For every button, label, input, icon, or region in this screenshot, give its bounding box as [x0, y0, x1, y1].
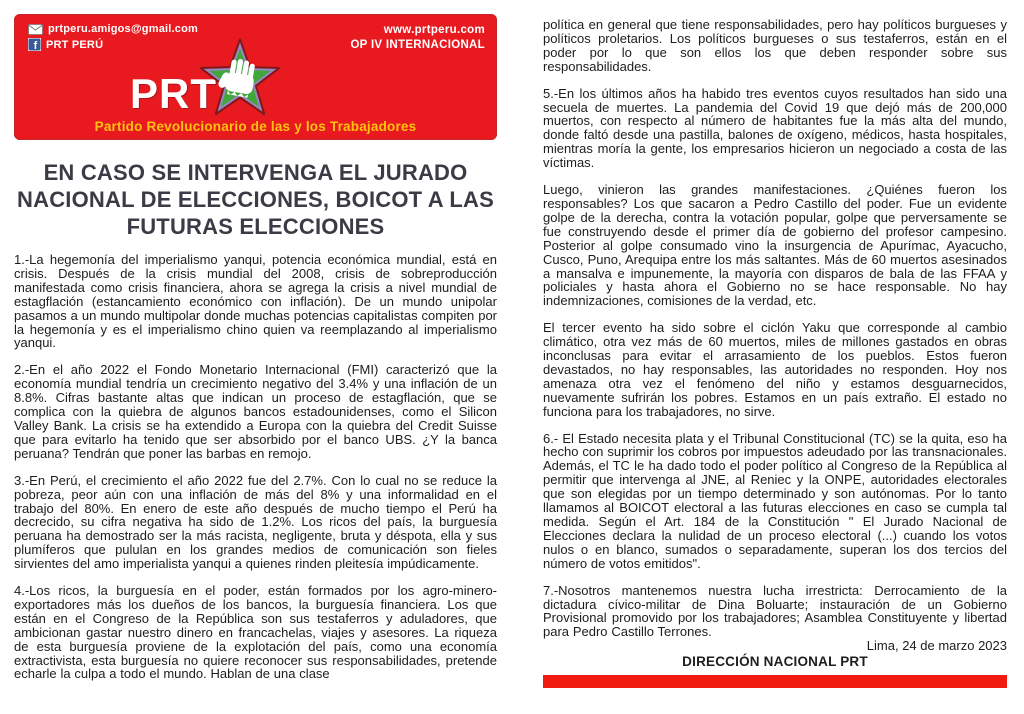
website-text: www.prtperu.com — [383, 24, 485, 36]
party-acronym: PRT — [130, 70, 217, 117]
facebook-text: PRT PERÚ — [46, 38, 104, 51]
body-paragraph: 7.-Nosotros mantenemos nuestra lucha irrestricta: Derrocamiento de la dictadura cívico-militar de Dina Boluarte; instauración de un Gobierno Provisional promovido por los trabajadores; Asamblea Constituyente y libertad para Pedro Castillo Terrones. — [543, 582, 1007, 640]
signature-line: DIRECCIÓN NACIONAL PRT — [682, 654, 868, 670]
document-title — [14, 159, 497, 240]
left-paragraphs — [14, 253, 497, 681]
envelope-icon — [28, 24, 43, 35]
facebook-row — [28, 38, 198, 51]
email-row — [28, 23, 198, 35]
footer-red-bar — [543, 675, 1007, 688]
email-text: prtperu.amigos@gmail.com — [48, 23, 198, 35]
org-line-text: OP IV INTERNACIONAL — [350, 39, 485, 51]
body-paragraph: 1.-La hegemonía del imperialismo yanqui, potencia económica mundial, está en crisis. Después de la crisis mundial del 2008, crisis de sobreproducción manifestada como crisis financiera, ahora se agrega la crisis a nivel mundial de estagflación (estancamiento económico con inflación). De un mundo unipolar pasamos a un mundo multipolar donde muchas potencias capitalistas compiten por la hegemonía y es el imperialismo chino quien va reemplazando al imperialismo yanqui. — [14, 252, 497, 351]
left-column — [14, 14, 497, 694]
title-line: EN CASO SE INTERVENGA EL JURADO — [43, 160, 468, 185]
body-paragraph: El tercer evento ha sido sobre el ciclón Yaku que corresponde al cambio climático, otra vez más de 60 muertos, miles de millones gastados en obras inconclusas para evitar el arrasamiento de los pueblos. Estos fueron devastados, no hay responsables, las autoridades no responden. Hoy nos amenaza otra vez el fenómeno del niño y estamos desguarnecidos, nuevamente sufrirán los pobres. Estamos en un país extraño. El estado no funciona para los trabajadores, no sirve. — [543, 320, 1007, 419]
facebook-icon — [28, 38, 41, 51]
body-paragraph: 3.-En Perú, el crecimiento el año 2022 fue del 2.7%. Con lo cual no se reduce la pobreza, peor aún con una inflación de más del 8% y una informalidad en el trabajo del 80%. En enero de este año después de mucho tiempo el Perú ha decrecido, su cifra negativa ha sido de 1.2%. Los ricos del país, la burguesía peruana ha demostrado ser la más racista, negligente, bruta y déspota, ella y sus plumíferos que pululan en los grandes medios de comunicación son fieles sirvientes del amo imperialista yanqui a quienes rinden pleitesía impúdicamente. — [14, 472, 497, 572]
masthead-banner — [14, 14, 497, 140]
body-paragraph: 4.-Los ricos, la burguesía en el poder, están formados por los agro-minero-exportadores más los dueños de los bancos, la burguesía financiera. Los que están en el Congreso de la República son sus testaferros y aduladores, que ambicionan gastar nuestro dinero en francachelas, viajes y asesores. La riqueza de esta burguesía proviene de la explotación del país, como una economía extractivista, esta burguesía no quiere reconocer sus responsabilidades, pretende echarle la culpa a todo el mundo. Hablan de una clase — [14, 583, 497, 682]
title-line: NACIONAL DE ELECCIONES, BOICOT A LAS — [17, 187, 494, 212]
body-paragraph: Luego, vinieron las grandes manifestaciones. ¿Quiénes fueron los responsables? Los que sacaron a Pedro Castillo del poder. Fue un evidente golpe de la derecha, contra la votación popular, golpe que perversamente se fue construyendo desde el primer día de gobierno del profesor campesino. Posterior al golpe consumado vino la insurgencia de Apurímac, Ayacucho, Cusco, Puno, Arequipa entre los más saltantes. Más de 60 muertos asesinados a mansalva e impunemente, la mayoría con disparos de bala de las FFAA y policiales y hasta ahora el Gobierno no se hace responsable. No hay indemnizaciones, comisiones de la verdad, etc. — [543, 182, 1007, 309]
right-column — [543, 14, 1007, 694]
banner-links-block — [350, 23, 485, 53]
body-paragraph: 5.-En los últimos años ha habido tres eventos cuyos resultados han sido una secuela de muertes. La pandemia del Covid 19 que dejó más de 200,000 muertos, con respecto al número de habitantes fue la más alta del mundo, donde faltó desde una pastilla, balones de oxígeno, médicos, hasta hospitales, mientras moría la gente, los empresarios hicieron un negociado a costa de las víctimas. — [543, 85, 1007, 171]
star-fist-logo — [197, 34, 283, 124]
contact-block — [28, 23, 198, 53]
title-line: FUTURAS ELECCIONES — [126, 214, 385, 239]
date-line: Lima, 24 de marzo 2023 — [866, 638, 1007, 654]
body-paragraph: política en general que tiene responsabilidades, pero hay políticos burgueses y políticos proletarios. Los políticos burgueses o sus testaferros, están en el poder por lo que son ellos los que deben responder sobre sus responsabilidades. — [543, 17, 1007, 74]
svg-text:f: f — [33, 40, 38, 51]
body-paragraph: 2.-En el año 2022 el Fondo Monetario Internacional (FMI) caracterizó que la economía mundial tendría un crecimiento negativo del 3.4% y una inflación de un 8.8%. Cifras bastante altas que indican un proceso de estagflación, que se complica con la quiebra de algunos bancos estadounidenses, como el Silicon Valley Bank. La crisis se ha extendido a Europa con la quiebra del Credit Suisse que para evitarlo ha tenido que ser absorbido por el banco UBS. ¿Y la banca peruana? Tendrán que poner las barbas en remojo. — [14, 362, 497, 461]
party-tagline: Partido Revolucionario de las y los Trabajadores — [94, 119, 417, 134]
right-paragraphs — [543, 18, 1007, 639]
body-paragraph: 6.- El Estado necesita plata y el Tribunal Constitucional (TC) se la quita, eso ha hecho con suprimir los cobros por impuestos adeudado por las transnacionales. Además, el TC le ha dado todo el poder político al Congreso de la República al permitir que intervenga al JNE, al Reniec y la ONPE, autoridades electorales que son elegidas por un tiempo determinado y son autónomas. Por lo tanto llamamos al BOICOT electoral a las futuras elecciones en caso se cumpla tal medida. Según el Art. 184 de la Constitución " El Jurado Nacional de Elecciones declara la nulidad de un proceso electoral (...) cuando los votos nulos o en blanco, sumados o separadamente, superan los dos tercios del número de votos emitidos". — [543, 430, 1007, 571]
